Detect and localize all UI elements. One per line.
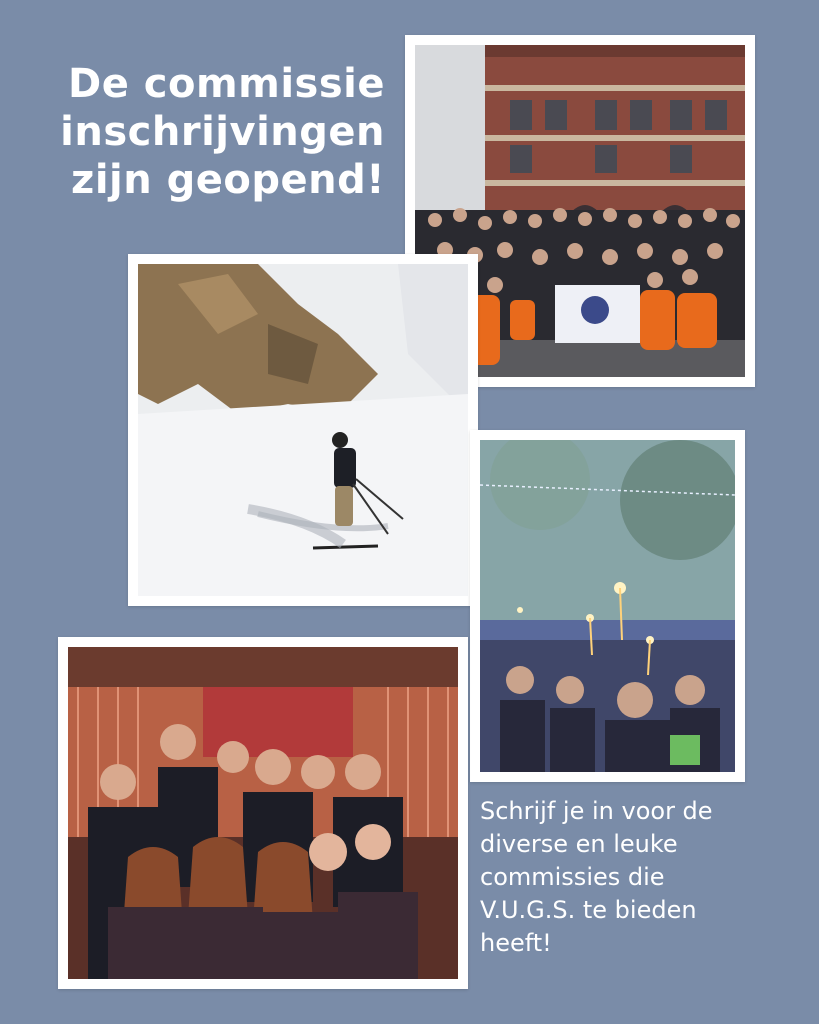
headline-line-2: inschrijvingen: [60, 109, 385, 155]
caption-line-4: V.U.G.S. te bieden: [480, 896, 697, 924]
caption-line-5: heeft!: [480, 929, 552, 957]
caption-line-1: Schrijf je in voor de: [480, 797, 713, 825]
party-photo: [480, 440, 735, 772]
headline: [40, 60, 385, 204]
caption: [480, 795, 780, 960]
caption-line-2: diverse en leuke: [480, 830, 678, 858]
party-photo-frame: [470, 430, 745, 782]
ski-photo: [138, 264, 468, 596]
ski-photo-frame: [128, 254, 478, 606]
headline-line-3: zijn geopend!: [71, 157, 385, 203]
caption-line-3: commissies die: [480, 863, 665, 891]
gala-photo: [68, 647, 458, 979]
gala-photo-frame: [58, 637, 468, 989]
headline-line-1: De commissie: [68, 61, 385, 107]
